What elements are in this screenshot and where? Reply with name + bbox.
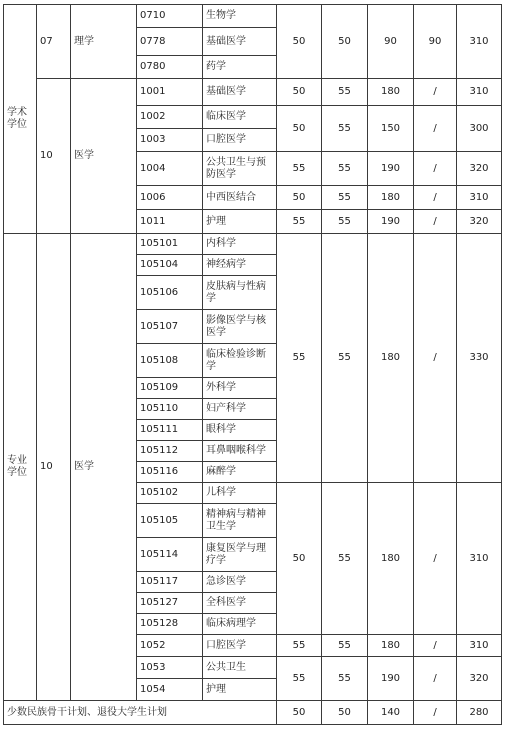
major-name: 公共卫生 [203,657,277,679]
score-course-1: 190 [368,657,414,701]
major-name: 生物学 [203,5,277,28]
major-code: 105107 [137,310,203,344]
major-code: 105116 [137,462,203,483]
major-name: 急诊医学 [203,572,277,593]
score-politics: 50 [277,5,322,79]
score-foreign-language: 55 [322,186,368,210]
major-name: 公共卫生与预防医学 [203,152,277,186]
major-code: 0780 [137,56,203,79]
score-course-2: / [414,79,457,106]
score-course-2: / [414,483,457,635]
score-total: 300 [457,106,502,152]
major-code: 1004 [137,152,203,186]
major-code: 105104 [137,255,203,276]
score-course-1: 180 [368,483,414,635]
table-row [4,234,502,255]
table-row [4,79,502,106]
score-foreign-language: 55 [322,234,368,483]
score-course-1: 180 [368,234,414,483]
table-row [4,5,502,28]
score-table [3,4,502,725]
major-code: 105110 [137,399,203,420]
score-politics: 50 [277,79,322,106]
major-name: 外科学 [203,378,277,399]
major-name: 全科医学 [203,593,277,614]
major-name: 口腔医学 [203,635,277,657]
score-total: 310 [457,483,502,635]
major-code: 105117 [137,572,203,593]
score-course-2: / [414,701,457,725]
score-course-1: 180 [368,186,414,210]
score-course-2: / [414,657,457,701]
major-code: 1011 [137,210,203,234]
score-politics: 50 [277,186,322,210]
score-foreign-language: 55 [322,657,368,701]
major-name: 皮肤病与性病学 [203,276,277,310]
score-foreign-language: 55 [322,79,368,106]
major-name: 影像医学与核医学 [203,310,277,344]
score-course-2: / [414,152,457,186]
score-politics: 55 [277,152,322,186]
score-total: 320 [457,152,502,186]
major-name: 中西医结合 [203,186,277,210]
discipline-name: 医学 [71,234,137,701]
major-name: 药学 [203,56,277,79]
major-name: 儿科学 [203,483,277,504]
score-foreign-language: 50 [322,701,368,725]
score-total: 310 [457,79,502,106]
major-code: 0778 [137,28,203,56]
score-politics: 50 [277,106,322,152]
score-course-1: 180 [368,635,414,657]
score-total: 310 [457,5,502,79]
major-code: 1006 [137,186,203,210]
score-politics: 55 [277,657,322,701]
major-code: 0710 [137,5,203,28]
major-name: 护理 [203,210,277,234]
score-politics: 55 [277,234,322,483]
degree-type-cell: 专业学位 [4,234,37,701]
major-code: 1053 [137,657,203,679]
major-name: 康复医学与理疗学 [203,538,277,572]
score-course-1: 90 [368,5,414,79]
table-row [4,701,502,725]
major-code: 105108 [137,344,203,378]
major-code: 105105 [137,504,203,538]
major-code: 1001 [137,79,203,106]
score-foreign-language: 55 [322,210,368,234]
discipline-name: 医学 [71,79,137,234]
major-name: 临床病理学 [203,614,277,635]
score-politics: 50 [277,701,322,725]
score-foreign-language: 55 [322,483,368,635]
major-code: 1002 [137,106,203,129]
major-name: 临床检验诊断学 [203,344,277,378]
score-foreign-language: 55 [322,635,368,657]
major-code: 1052 [137,635,203,657]
discipline-code: 07 [37,5,71,79]
score-course-2: / [414,186,457,210]
major-name: 神经病学 [203,255,277,276]
major-code: 105128 [137,614,203,635]
score-foreign-language: 50 [322,5,368,79]
major-name: 眼科学 [203,420,277,441]
score-course-1: 190 [368,152,414,186]
score-total: 330 [457,234,502,483]
major-code: 105106 [137,276,203,310]
discipline-code: 10 [37,79,71,234]
score-politics: 50 [277,483,322,635]
major-name: 护理 [203,679,277,701]
discipline-code: 10 [37,234,71,701]
score-course-2: / [414,106,457,152]
score-course-1: 140 [368,701,414,725]
score-total: 310 [457,186,502,210]
major-code: 1054 [137,679,203,701]
score-foreign-language: 55 [322,106,368,152]
major-name: 耳鼻咽喉科学 [203,441,277,462]
major-code: 105102 [137,483,203,504]
major-name: 妇产科学 [203,399,277,420]
score-course-1: 190 [368,210,414,234]
score-total: 280 [457,701,502,725]
score-course-2: / [414,234,457,483]
score-course-1: 150 [368,106,414,152]
score-politics: 55 [277,210,322,234]
discipline-name: 理学 [71,5,137,79]
major-code: 1003 [137,129,203,152]
major-code: 105114 [137,538,203,572]
major-code: 105127 [137,593,203,614]
score-course-2: / [414,210,457,234]
special-plan-label: 少数民族骨干计划、退役大学生计划 [4,701,277,725]
major-name: 基础医学 [203,79,277,106]
score-foreign-language: 55 [322,152,368,186]
major-name: 精神病与精神卫生学 [203,504,277,538]
major-code: 105101 [137,234,203,255]
score-course-2: / [414,635,457,657]
major-name: 麻醉学 [203,462,277,483]
major-name: 基础医学 [203,28,277,56]
score-total: 310 [457,635,502,657]
major-code: 105109 [137,378,203,399]
score-course-1: 180 [368,79,414,106]
degree-type-cell: 学术学位 [4,5,37,234]
score-course-2: 90 [414,5,457,79]
major-code: 105112 [137,441,203,462]
major-name: 口腔医学 [203,129,277,152]
major-name: 内科学 [203,234,277,255]
major-name: 临床医学 [203,106,277,129]
score-total: 320 [457,657,502,701]
score-total: 320 [457,210,502,234]
score-politics: 55 [277,635,322,657]
major-code: 105111 [137,420,203,441]
